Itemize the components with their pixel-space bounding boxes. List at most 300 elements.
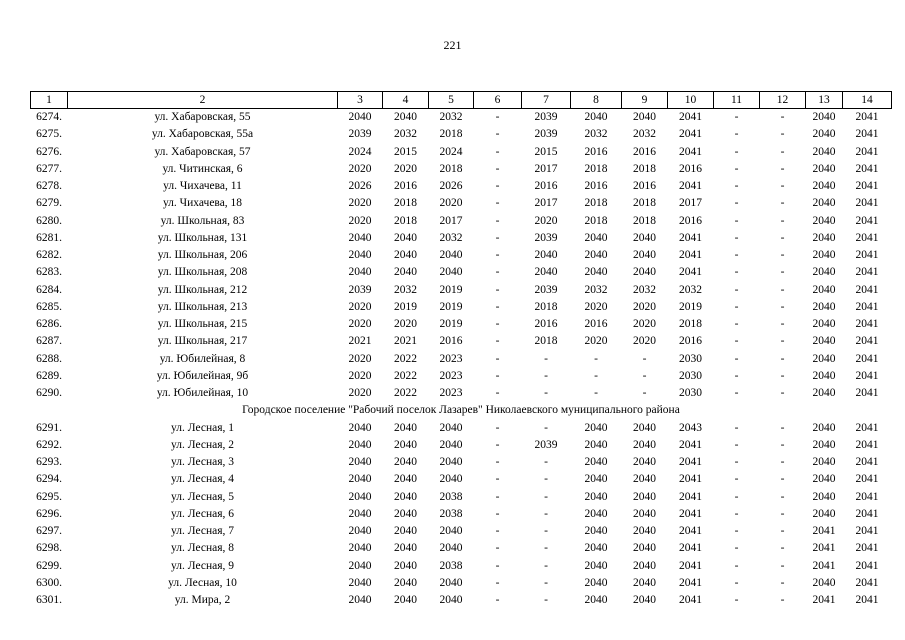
year-cell: 2040 (534, 266, 558, 279)
year-cell: 2040 (812, 145, 836, 158)
year-cell: - (495, 490, 500, 503)
table-row (31, 351, 892, 368)
year-cell: - (780, 473, 785, 486)
column-header: 2 (68, 92, 338, 109)
year-cell: 2018 (633, 162, 656, 175)
year-cell: - (544, 542, 548, 555)
year-cell: - (544, 456, 548, 468)
year-cell: - (780, 128, 785, 141)
year-cell: 2040 (633, 249, 656, 261)
year-cell: 2020 (348, 162, 372, 175)
address-cell: ул. Хабаровская, 57 (154, 145, 251, 158)
year-cell: - (495, 369, 500, 382)
year-cell: - (780, 438, 785, 451)
year-cell: 2032 (584, 283, 608, 296)
year-cell: 2040 (348, 559, 372, 572)
year-cell: - (734, 249, 739, 261)
year-cell: 2040 (348, 438, 372, 451)
year-cell: 2020 (584, 300, 608, 313)
column-header: 13 (806, 92, 843, 109)
year-cell: 2040 (394, 559, 417, 572)
year-cell: 2026 (348, 180, 372, 192)
year-cell: - (780, 300, 785, 313)
year-cell: 2041 (679, 594, 702, 606)
year-cell: 2016 (679, 214, 702, 227)
year-cell: 2041 (855, 111, 879, 123)
year-cell: 2040 (534, 249, 558, 261)
year-cell: - (642, 387, 647, 399)
year-cell: - (780, 318, 785, 330)
address-cell: ул. Чихачева, 11 (163, 180, 242, 192)
year-cell: - (734, 490, 739, 503)
year-cell: 2040 (584, 576, 608, 589)
table-row (31, 471, 892, 488)
year-cell: 2022 (394, 352, 417, 365)
year-cell: 2040 (394, 266, 417, 279)
year-cell: 2040 (439, 266, 463, 279)
year-cell: - (780, 145, 785, 158)
year-cell: 2041 (679, 231, 702, 244)
table-row (31, 316, 892, 333)
year-cell: 2040 (394, 576, 417, 589)
year-cell: 2040 (633, 266, 656, 279)
year-cell: 2039 (534, 128, 558, 141)
address-cell: ул. Лесная, 1 (171, 421, 234, 434)
column-header: 1 (31, 92, 68, 109)
year-cell: - (544, 369, 548, 382)
section-row (31, 402, 892, 419)
address-cell: ул. Юбилейная, 9б (156, 369, 249, 382)
year-cell: 2040 (584, 266, 608, 279)
year-cell: 2040 (812, 576, 836, 589)
year-cell: - (544, 594, 548, 606)
year-cell: - (780, 352, 785, 365)
year-cell: - (495, 231, 500, 244)
year-cell: 2023 (439, 352, 463, 365)
year-cell: 2016 (534, 180, 558, 192)
year-cell: - (544, 473, 548, 486)
year-cell: 2040 (348, 421, 372, 434)
column-header: 6 (474, 92, 522, 109)
year-cell: - (495, 542, 500, 555)
year-cell: 2030 (679, 369, 702, 382)
row-number: 6283. (36, 266, 62, 279)
address-cell: ул. Школьная, 208 (157, 266, 248, 279)
year-cell: 2040 (439, 421, 463, 434)
table-row (31, 437, 892, 454)
year-cell: 2040 (439, 542, 463, 555)
year-cell: 2041 (855, 594, 879, 606)
year-cell: 2040 (633, 473, 656, 486)
year-cell: 2040 (439, 249, 463, 261)
year-cell: 2018 (633, 197, 656, 210)
year-cell: - (495, 507, 500, 520)
year-cell: 2040 (584, 456, 608, 468)
year-cell: 2040 (633, 456, 656, 468)
year-cell: 2032 (633, 128, 656, 141)
year-cell: 2041 (855, 283, 879, 296)
year-cell: 2040 (394, 542, 417, 555)
page-number: 221 (443, 38, 462, 52)
year-cell: - (780, 283, 785, 296)
year-cell: 2024 (348, 145, 372, 158)
table-row (31, 213, 892, 230)
address-cell: ул. Лесная, 7 (171, 525, 234, 537)
year-cell: - (495, 421, 500, 434)
table-row (31, 489, 892, 506)
year-cell: 2041 (855, 180, 879, 192)
year-cell: 2040 (812, 283, 836, 296)
column-header: 7 (522, 92, 571, 109)
year-cell: - (495, 473, 500, 486)
year-cell: 2041 (855, 559, 879, 572)
year-cell: 2040 (348, 231, 372, 244)
year-cell: 2041 (855, 421, 879, 434)
row-number: 6294. (36, 473, 62, 486)
year-cell: - (734, 335, 739, 348)
year-cell: 2019 (439, 283, 463, 296)
year-cell: - (780, 111, 785, 123)
year-cell: 2040 (812, 335, 836, 348)
year-cell: 2032 (439, 111, 463, 123)
address-cell: ул. Лесная, 10 (168, 576, 237, 589)
address-cell: ул. Школьная, 213 (157, 300, 248, 313)
year-cell: 2041 (812, 542, 836, 555)
row-number: 6297. (36, 525, 62, 537)
address-cell: ул. Хабаровская, 55 (154, 111, 251, 123)
row-number: 6285. (36, 300, 62, 313)
year-cell: 2020 (633, 335, 656, 348)
year-cell: - (734, 318, 739, 330)
year-cell: 2015 (394, 145, 417, 158)
year-cell: 2032 (584, 128, 608, 141)
year-cell: 2040 (812, 300, 836, 313)
year-cell: 2041 (679, 542, 702, 555)
year-cell: 2040 (394, 473, 417, 486)
year-cell: 2032 (633, 283, 656, 296)
table-row (31, 385, 892, 402)
year-cell: 2020 (394, 162, 417, 175)
column-header: 10 (668, 92, 714, 109)
year-cell: 2017 (534, 197, 558, 210)
year-cell: 2040 (439, 525, 463, 537)
year-cell: - (734, 352, 739, 365)
year-cell: 2041 (679, 438, 702, 451)
year-cell: 2041 (679, 128, 702, 141)
year-cell: 2015 (534, 145, 558, 158)
year-cell: - (780, 507, 785, 520)
year-cell: 2040 (439, 576, 463, 589)
year-cell: 2041 (679, 249, 702, 261)
year-cell: 2017 (679, 197, 702, 210)
table-row (31, 299, 892, 316)
row-number: 6281. (36, 231, 62, 244)
year-cell: 2041 (855, 197, 879, 210)
year-cell: 2018 (534, 300, 558, 313)
year-cell: 2040 (812, 438, 836, 451)
year-cell: 2040 (439, 438, 463, 451)
year-cell: - (594, 369, 598, 382)
year-cell: 2018 (584, 162, 608, 175)
year-cell: 2026 (439, 180, 463, 192)
row-number: 6295. (36, 490, 62, 503)
column-header: 9 (622, 92, 668, 109)
year-cell: 2016 (584, 318, 608, 330)
year-cell: 2041 (855, 525, 879, 537)
year-cell: 2040 (812, 456, 836, 468)
row-number: 6290. (36, 387, 62, 399)
year-cell: - (780, 576, 785, 589)
year-cell: 2020 (348, 318, 372, 330)
year-cell: 2020 (534, 214, 558, 227)
year-cell: 2016 (439, 335, 463, 348)
year-cell: 2032 (394, 128, 417, 141)
year-cell: 2040 (584, 542, 608, 555)
year-cell: 2041 (855, 231, 879, 244)
year-cell: - (780, 197, 785, 210)
row-number: 6274. (36, 111, 62, 123)
year-cell: 2039 (534, 283, 558, 296)
year-cell: - (734, 559, 739, 572)
year-cell: 2041 (679, 507, 702, 520)
year-cell: 2040 (348, 111, 372, 123)
year-cell: - (734, 456, 739, 468)
address-cell: ул. Школьная, 212 (157, 283, 248, 296)
year-cell: 2040 (812, 231, 836, 244)
year-cell: 2020 (633, 318, 656, 330)
row-number: 6286. (36, 318, 62, 330)
year-cell: 2040 (633, 559, 656, 572)
table-row (31, 144, 892, 161)
row-number: 6287. (36, 335, 62, 348)
year-cell: 2041 (855, 145, 879, 158)
year-cell: 2039 (534, 111, 558, 123)
year-cell: 2040 (584, 559, 608, 572)
year-cell: - (734, 180, 739, 192)
table-row (31, 109, 892, 127)
year-cell: - (495, 180, 500, 192)
address-cell: ул. Юбилейная, 8 (159, 352, 246, 365)
table-row (31, 523, 892, 540)
year-cell: 2040 (812, 111, 836, 123)
year-cell: 2039 (348, 283, 372, 296)
year-cell: - (544, 559, 548, 572)
year-cell: 2032 (394, 283, 417, 296)
year-cell: 2043 (679, 421, 702, 434)
year-cell: 2040 (584, 438, 608, 451)
row-number: 6299. (36, 559, 62, 572)
year-cell: 2040 (812, 421, 836, 434)
table-row (31, 282, 892, 299)
year-cell: 2020 (348, 352, 372, 365)
year-cell: - (495, 300, 500, 313)
table-row (31, 161, 892, 178)
year-cell: 2040 (812, 180, 836, 192)
row-number: 6284. (36, 283, 62, 296)
year-cell: 2018 (679, 318, 702, 330)
year-cell: 2041 (855, 214, 879, 227)
year-cell: 2020 (348, 369, 372, 382)
column-header: 14 (843, 92, 892, 109)
table-row (31, 575, 892, 592)
year-cell: 2041 (679, 111, 702, 123)
year-cell: 2020 (348, 197, 372, 210)
row-number: 6300. (36, 576, 62, 589)
year-cell: - (495, 335, 500, 348)
year-cell: - (734, 525, 739, 537)
year-cell: 2041 (679, 490, 702, 503)
year-cell: 2039 (534, 231, 558, 244)
year-cell: - (495, 197, 500, 210)
year-cell: - (734, 111, 739, 123)
year-cell: - (734, 300, 739, 313)
year-cell: 2020 (394, 318, 417, 330)
section-title: Городское поселение "Рабочий поселок Лазарев" Николаевского муниципального района (242, 404, 680, 417)
year-cell: 2039 (534, 438, 558, 451)
year-cell: - (544, 525, 548, 537)
year-cell: 2041 (855, 473, 879, 486)
year-cell: 2041 (855, 335, 879, 348)
year-cell: 2020 (348, 214, 372, 227)
year-cell: 2040 (348, 542, 372, 555)
year-cell: 2041 (679, 576, 702, 589)
table-row (31, 178, 892, 195)
address-cell: ул. Читинская, 6 (162, 162, 243, 175)
year-cell: 2017 (534, 162, 558, 175)
year-cell: 2041 (855, 162, 879, 175)
year-cell: - (780, 266, 785, 279)
address-cell: ул. Лесная, 5 (171, 490, 234, 503)
table-row (31, 126, 892, 143)
table-row (31, 247, 892, 264)
year-cell: - (734, 438, 739, 451)
table-row (31, 333, 892, 350)
year-cell: 2020 (348, 300, 372, 313)
year-cell: 2040 (394, 456, 417, 468)
row-number: 6276. (36, 145, 62, 158)
year-cell: 2022 (394, 387, 417, 399)
address-cell: ул. Лесная, 8 (171, 542, 234, 555)
year-cell: 2041 (855, 507, 879, 520)
year-cell: 2041 (855, 576, 879, 589)
year-cell: - (495, 128, 500, 141)
year-cell: - (780, 214, 785, 227)
year-cell: - (734, 473, 739, 486)
row-number: 6293. (36, 456, 62, 468)
year-cell: 2040 (812, 490, 836, 503)
table-row (31, 195, 892, 212)
year-cell: - (780, 456, 785, 468)
year-cell: 2041 (855, 387, 879, 399)
year-cell: 2041 (855, 352, 879, 365)
year-cell: - (495, 387, 500, 399)
year-cell: 2040 (812, 128, 836, 141)
year-cell: - (495, 456, 500, 468)
table-row (31, 506, 892, 523)
year-cell: - (544, 507, 548, 520)
year-cell: 2023 (439, 387, 463, 399)
year-cell: 2040 (584, 525, 608, 537)
year-cell: 2040 (584, 421, 608, 434)
year-cell: 2041 (855, 300, 879, 313)
year-cell: 2019 (439, 300, 463, 313)
year-cell: 2040 (812, 507, 836, 520)
year-cell: - (495, 249, 500, 261)
year-cell: 2041 (855, 542, 879, 555)
year-cell: - (734, 594, 739, 606)
table-row (31, 230, 892, 247)
year-cell: 2040 (584, 507, 608, 520)
table-row (31, 264, 892, 281)
column-header: 8 (571, 92, 622, 109)
address-cell: ул. Хабаровская, 55а (151, 128, 254, 141)
address-cell: ул. Лесная, 2 (171, 438, 234, 451)
year-cell: 2040 (584, 473, 608, 486)
year-cell: 2040 (812, 473, 836, 486)
year-cell: - (642, 352, 647, 365)
year-cell: 2021 (394, 335, 417, 348)
year-cell: 2018 (633, 214, 656, 227)
year-cell: - (594, 387, 598, 399)
column-header: 5 (429, 92, 474, 109)
year-cell: 2041 (679, 525, 702, 537)
year-cell: 2016 (584, 145, 608, 158)
year-cell: 2041 (855, 369, 879, 382)
year-cell: - (734, 421, 739, 434)
year-cell: 2040 (394, 111, 417, 123)
address-cell: ул. Школьная, 215 (157, 318, 248, 330)
address-cell: ул. Лесная, 6 (171, 507, 234, 520)
year-cell: - (780, 525, 785, 537)
year-cell: 2017 (439, 214, 463, 227)
year-cell: 2040 (633, 490, 656, 503)
year-cell: 2016 (394, 180, 417, 192)
year-cell: 2040 (812, 318, 836, 330)
row-number: 6275. (36, 128, 62, 141)
year-cell: - (495, 266, 500, 279)
year-cell: 2040 (633, 438, 656, 451)
year-cell: 2040 (812, 369, 836, 382)
year-cell: 2040 (633, 421, 656, 434)
year-cell: 2040 (348, 576, 372, 589)
year-cell: 2022 (394, 369, 417, 382)
year-cell: 2023 (439, 369, 463, 382)
data-table (30, 91, 892, 609)
year-cell: 2040 (394, 231, 417, 244)
year-cell: - (734, 283, 739, 296)
year-cell: 2040 (633, 111, 656, 123)
year-cell: 2041 (812, 559, 836, 572)
year-cell: 2040 (633, 576, 656, 589)
year-cell: - (780, 542, 785, 555)
row-number: 6280. (36, 214, 62, 227)
table-body (31, 109, 892, 610)
year-cell: 2040 (348, 490, 372, 503)
year-cell: 2038 (439, 490, 463, 503)
year-cell: 2041 (679, 145, 702, 158)
year-cell: - (495, 352, 500, 365)
row-number: 6288. (36, 352, 62, 365)
year-cell: 2016 (679, 162, 702, 175)
row-number: 6289. (36, 369, 62, 382)
column-header: 11 (714, 92, 760, 109)
year-cell: 2018 (584, 197, 608, 210)
year-cell: - (544, 490, 548, 503)
year-cell: - (495, 559, 500, 572)
year-cell: - (734, 197, 739, 210)
year-cell: 2038 (439, 507, 463, 520)
year-cell: 2040 (394, 594, 417, 606)
